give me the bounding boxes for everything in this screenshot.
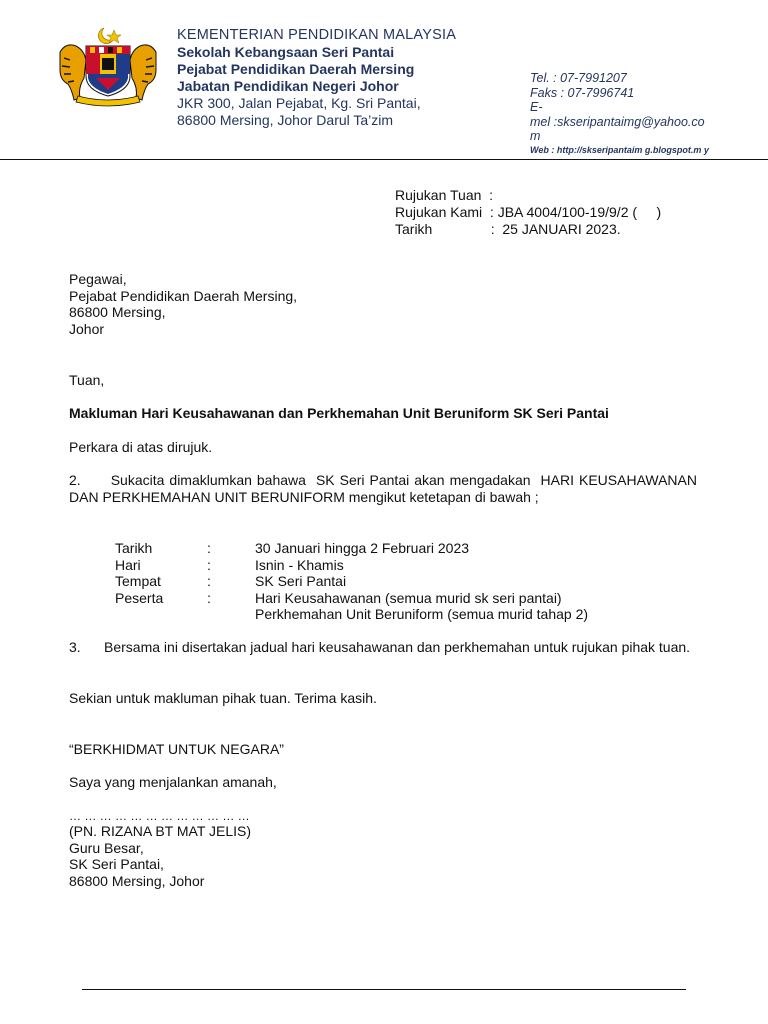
- fax: Faks : 07-7996741: [530, 85, 635, 100]
- detail-row: [115, 557, 588, 574]
- detail-sep: [207, 606, 255, 623]
- school-name: Sekolah Kebangsaan Seri Pantai: [177, 44, 395, 60]
- reference-block: [395, 187, 661, 238]
- detail-sep: :: [207, 573, 211, 589]
- footer-divider: [82, 989, 686, 990]
- detail-key: Peserta: [115, 589, 164, 606]
- recipient-address: [69, 271, 297, 337]
- motto: “BERKHIDMAT UNTUK NEGARA”: [69, 741, 284, 757]
- paragraph-2: 2. Sukacita dimaklumkan bahawa SK Seri Pantai akan mengadakan HARI KEUSAHAWANAN DAN PERKHEMAHAN UNIT BERUNIFORM mengikut ketetapan di bawah ;: [69, 472, 701, 505]
- detail-value: Isnin - Khamis: [255, 556, 344, 573]
- detail-value: 30 Januari hingga 2 Februari 2023: [255, 540, 470, 556]
- email-address: mel :skseripantaimg@yahoo.co: [530, 114, 705, 129]
- header-divider: [0, 159, 768, 160]
- closing-line: Sekian untuk makluman pihak tuan. Terima kasih.: [69, 690, 377, 706]
- signature-block: [69, 809, 251, 889]
- detail-key: [115, 606, 207, 623]
- detail-row: [115, 573, 588, 590]
- email-label: E-: [530, 100, 543, 114]
- district-office: Pejabat Pendidikan Daerah Mersing: [177, 61, 415, 77]
- recipient-line: 86800 Mersing,: [69, 304, 166, 320]
- detail-value: Perkhemahan Unit Beruniform (semua murid tahap 2): [255, 606, 589, 622]
- your-reference: Rujukan Tuan :: [395, 187, 494, 203]
- telephone: Tel. : 07-7991207: [530, 71, 627, 85]
- letter-subject: Makluman Hari Keusahawanan dan Perkhemahan Unit Beruniform SK Seri Pantai: [69, 405, 609, 421]
- paragraph-1: Perkara di atas dirujuk.: [69, 439, 213, 455]
- contact-block: [530, 71, 720, 156]
- state-department: Jabatan Pendidikan Negeri Johor: [177, 78, 399, 94]
- detail-value: SK Seri Pantai: [255, 573, 347, 589]
- letter-date: Tarikh : 25 JANUARI 2023.: [395, 221, 621, 237]
- our-reference: Rujukan Kami : JBA 4004/100-19/9/2 ( ): [395, 204, 662, 220]
- detail-row: [115, 540, 588, 557]
- detail-sep: :: [207, 556, 211, 573]
- detail-key: Hari: [115, 556, 141, 573]
- address-line-2: 86800 Mersing, Johor Darul Ta’zim: [177, 112, 394, 128]
- paragraph-3: 3. Bersama ini disertakan jadual hari keusahawanan dan perkhemahan untuk rujukan pihak tuan.: [69, 639, 691, 655]
- signatory-address: 86800 Mersing, Johor: [69, 872, 205, 889]
- recipient-line: Johor: [69, 320, 105, 337]
- signatory-name: (PN. RIZANA BT MAT JELIS): [69, 823, 252, 839]
- signatory-title: Guru Besar,: [69, 839, 144, 856]
- detail-row: [115, 606, 588, 623]
- address-line-1: JKR 300, Jalan Pejabat, Kg. Sri Pantai,: [177, 95, 421, 111]
- ministry-name: KEMENTERIAN PENDIDIKAN MALAYSIA: [177, 27, 457, 43]
- signature-line: … … … … … … … … … … … …: [69, 809, 250, 823]
- event-details: [115, 540, 588, 623]
- recipient-line: Pegawai,: [69, 271, 127, 287]
- detail-key: Tempat: [115, 573, 161, 589]
- recipient-line: Pejabat Pendidikan Daerah Mersing,: [69, 287, 298, 304]
- sign-off: Saya yang menjalankan amanah,: [69, 774, 277, 790]
- email-address-end: m: [530, 129, 541, 143]
- detail-sep: :: [207, 589, 211, 606]
- detail-sep: :: [207, 540, 211, 556]
- letterhead: [177, 27, 456, 129]
- detail-key: Tarikh: [115, 540, 153, 556]
- detail-value: Hari Keusahawanan (semua murid sk seri pantai): [255, 589, 562, 606]
- signatory-school: SK Seri Pantai,: [69, 856, 164, 872]
- detail-row: [115, 590, 588, 607]
- ministry-crest-logo: [52, 24, 164, 108]
- website: Web : http://skseripantaim g.blogspot.m y: [530, 144, 709, 155]
- salutation: Tuan,: [69, 372, 105, 388]
